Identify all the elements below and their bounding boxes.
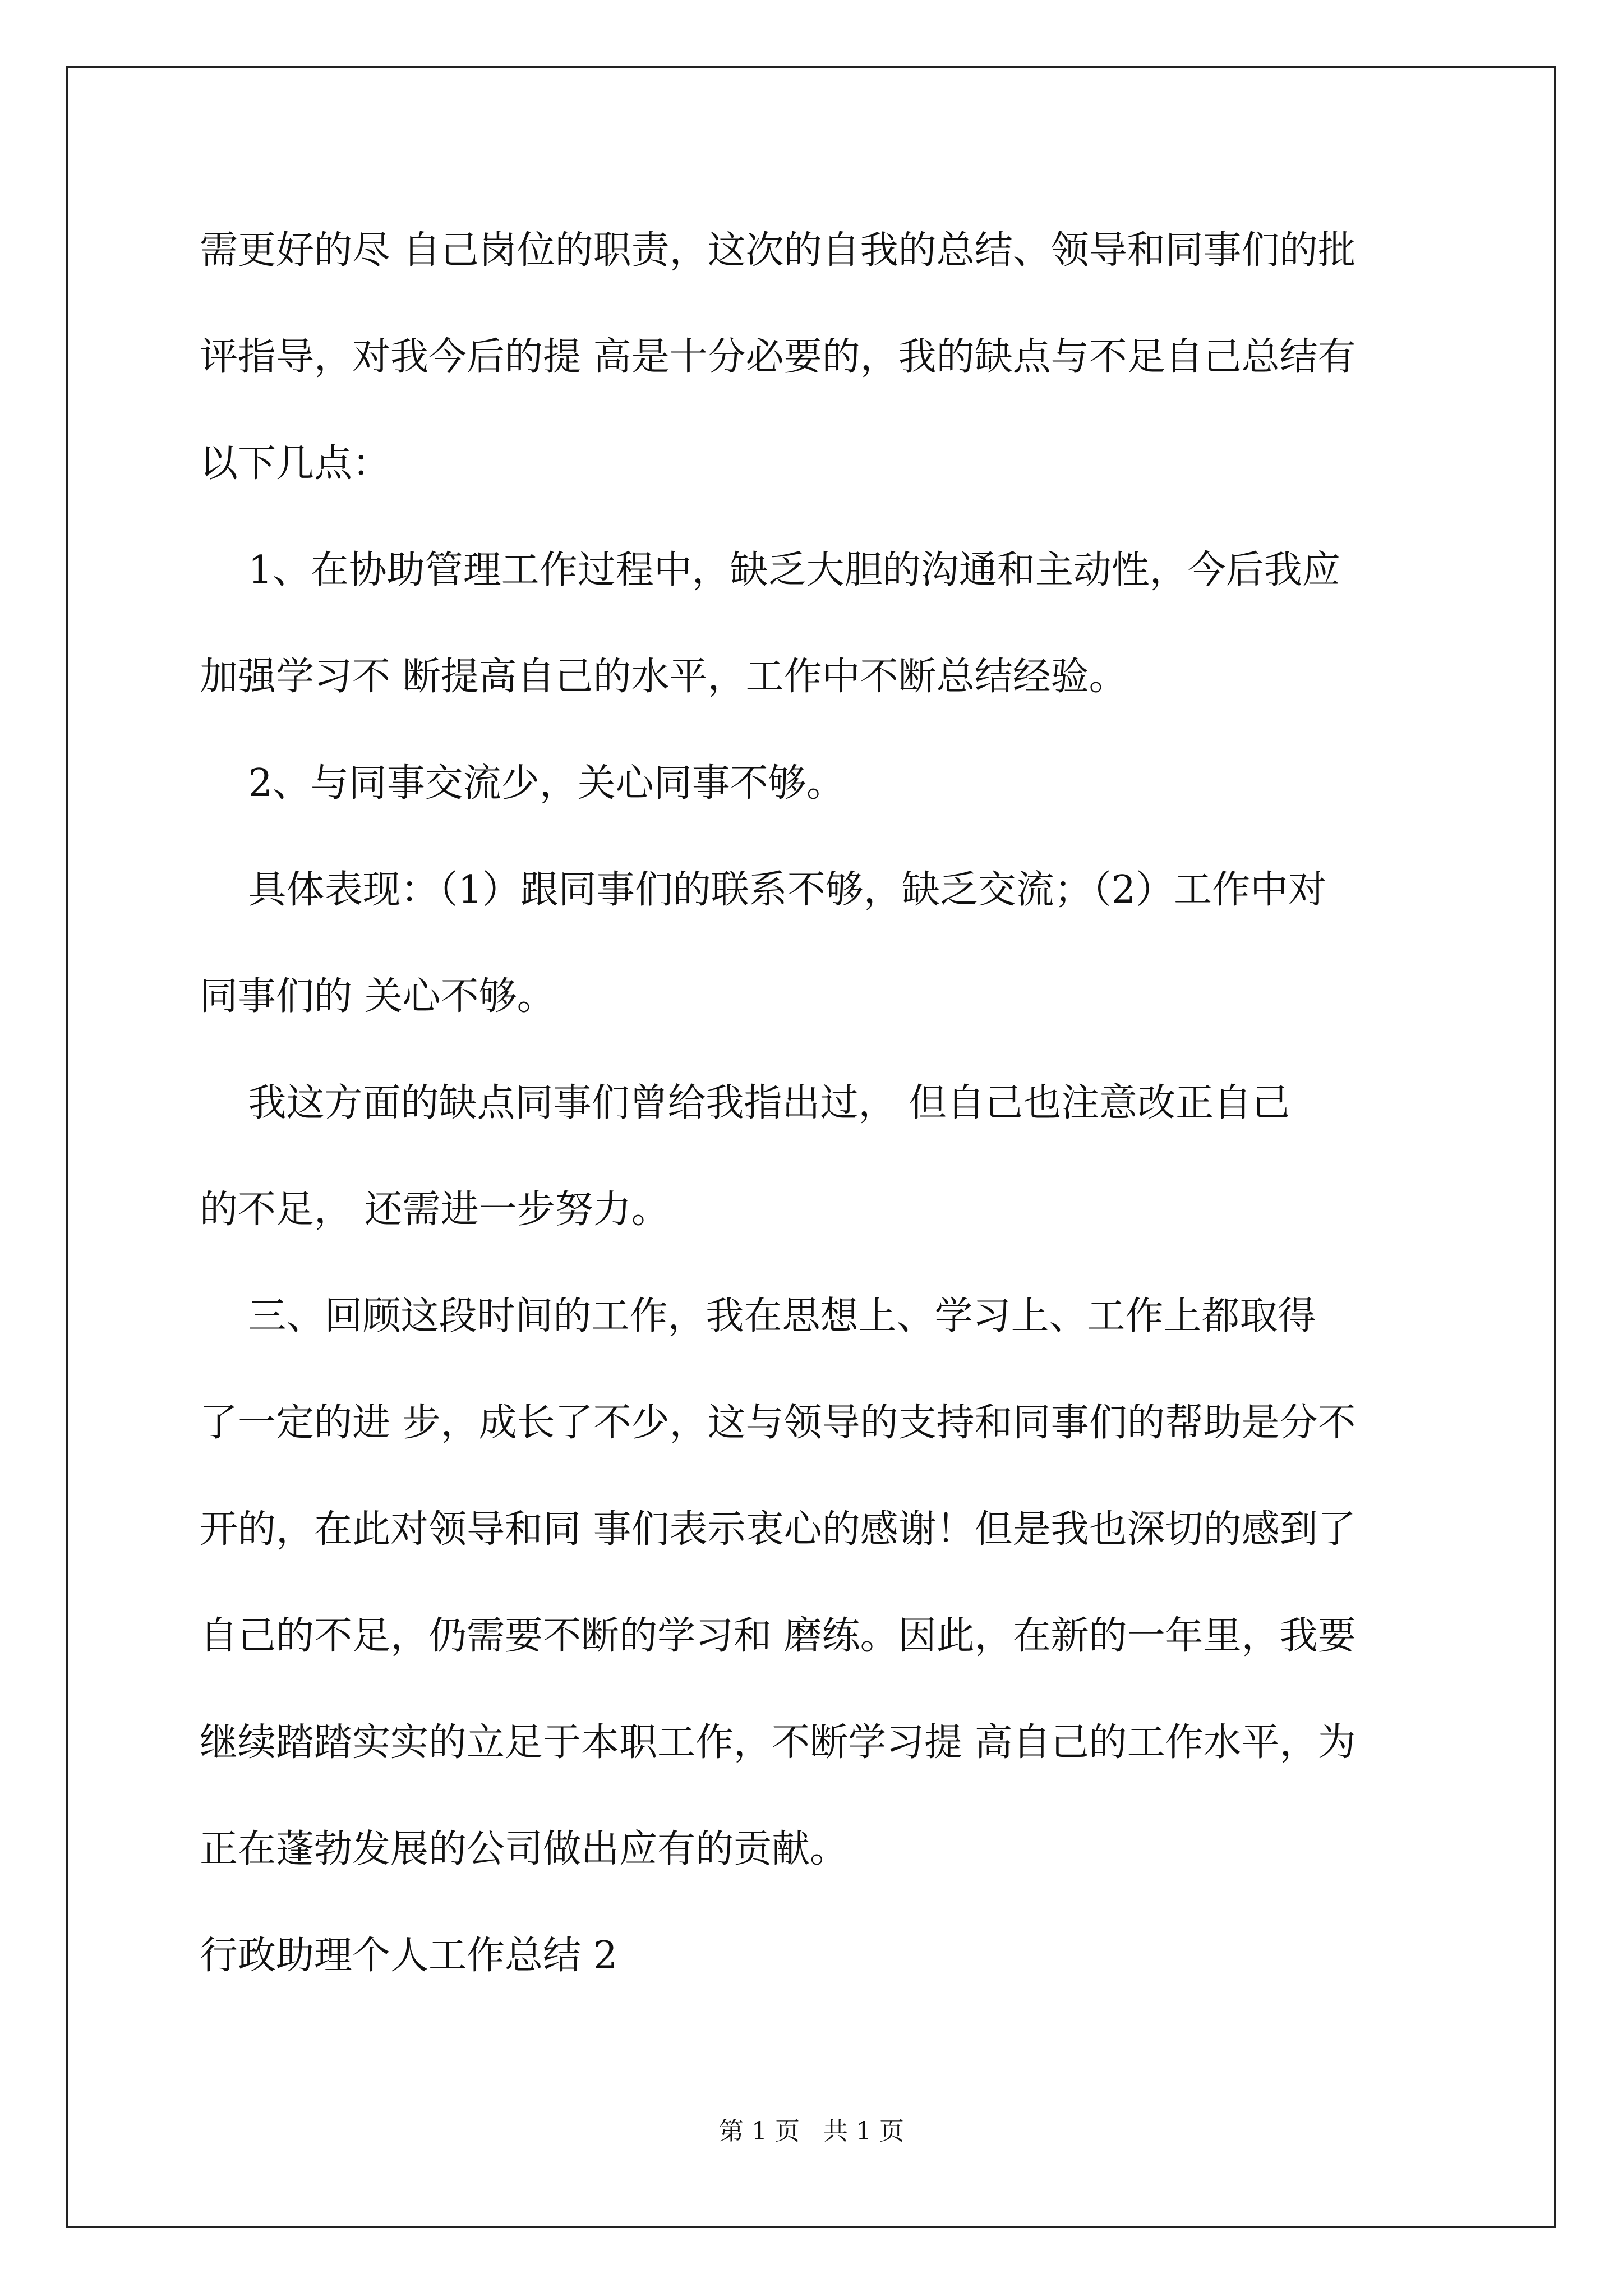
body-line: 加强学习不 断提高自己的水平，工作中不断总结经验。 — [200, 655, 1127, 699]
body-line: 自己的不足，仍需要不断的学习和 磨练。因此，在新的一年里，我要 — [200, 1614, 1356, 1658]
section-heading: 行政助理个人工作总结 2 — [200, 1934, 617, 1978]
body-line: 了一定的进 步，成长了不少，这与领导的支持和同事们的帮助是分不 — [200, 1401, 1356, 1445]
body-line: 的不足， 还需进一步努力。 — [200, 1188, 670, 1232]
body-line: 继续踏踏实实的立足于本职工作，不断学习提 高自己的工作水平，为 — [200, 1720, 1356, 1765]
body-line: 评指导，对我今后的提 高是十分必要的，我的缺点与不足自己总结有 — [200, 335, 1356, 379]
body-line: 三、回顾这段时间的工作，我在思想上、学习上、工作上都取得 — [200, 1294, 1316, 1338]
body-line: 以下几点： — [200, 441, 391, 486]
page-footer: 第 1 页 共 1 页 — [719, 2117, 904, 2146]
body-line: 同事们的 关心不够。 — [200, 974, 555, 1019]
body-line: 正在蓬勃发展的公司做出应有的贡献。 — [200, 1827, 849, 1871]
body-line: 2、与同事交流少，关心同事不够。 — [200, 761, 845, 806]
body-line: 具体表现：（1）跟同事们的联系不够，缺乏交流；（2）工作中对 — [200, 868, 1326, 912]
body-line: 我这方面的缺点同事们曾给我指出过， 但自己也注意改正自己 — [200, 1081, 1290, 1125]
body-line: 开的，在此对领导和同 事们表示衷心的感谢！但是我也深切的感到了 — [200, 1507, 1356, 1552]
body-line: 需更好的尽 自己岗位的职责，这次的自我的总结、领导和同事们的批 — [200, 228, 1356, 273]
body-line: 1、在协助管理工作过程中，缺乏大胆的沟通和主动性，今后我应 — [200, 548, 1340, 592]
